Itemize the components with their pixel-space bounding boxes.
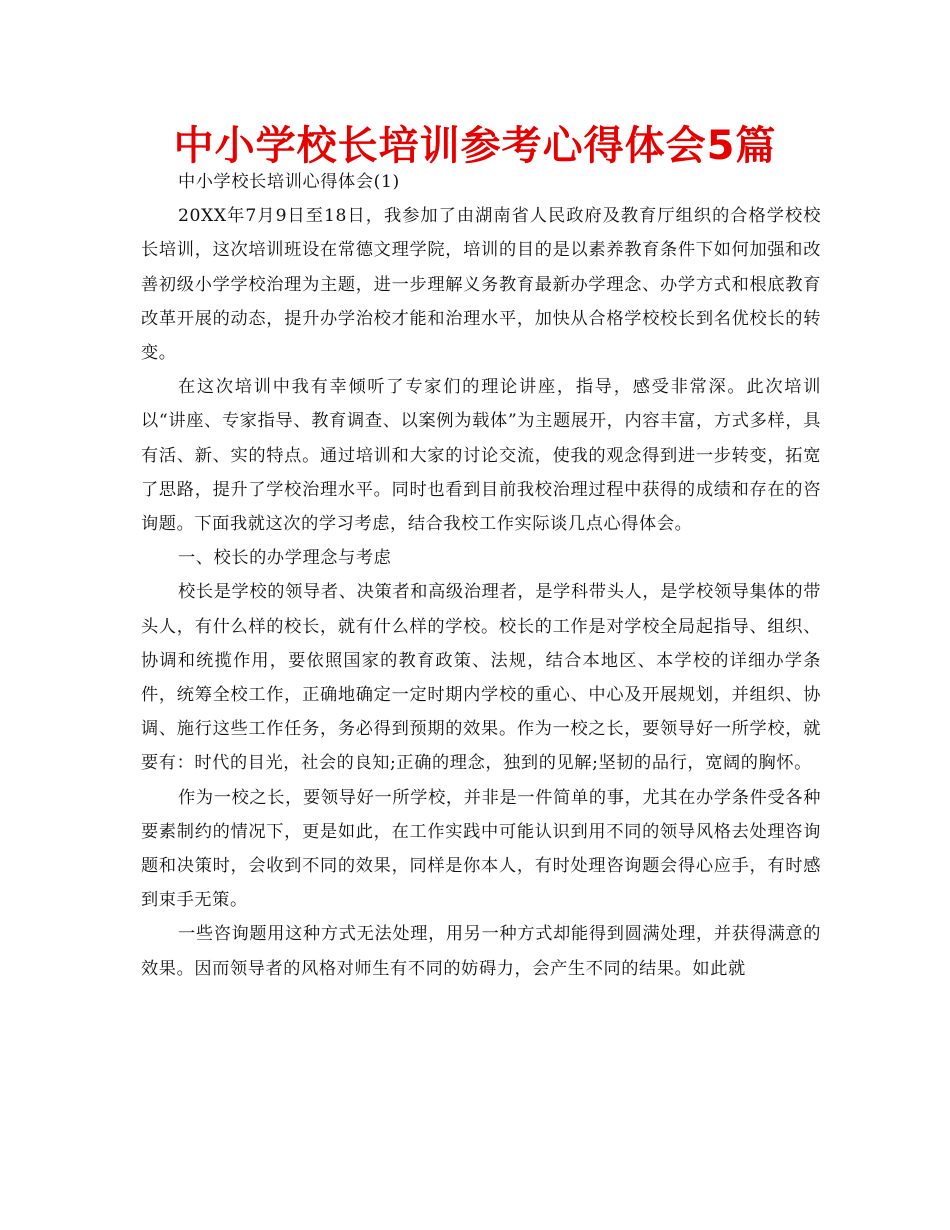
- document-body: [141, 165, 821, 986]
- paragraph: 作为一校之长，要领导好一所学校，并非是一件简单的事，尤其在办学条件受各种要素制约的情况下，更是如此，在工作实践中可能认识到用不同的领导风格去处理咨询题和决策时，会收到不同的效果，同样是你本人，有时处理咨询题会得心应手，有时感到束手无策。: [141, 787, 821, 911]
- document-title: 中小学校长培训参考心得体会5篇: [173, 123, 777, 169]
- section-heading: 中小学校长培训心得体会(1): [177, 172, 400, 192]
- section-heading: 一、校长的办学理念与考虑: [177, 548, 392, 569]
- paragraph: 在这次培训中我有幸倾听了专家们的理论讲座，指导，感受非常深。此次培训以“讲座、专家指导、教育调查、以案例为载体”为主题展开，内容丰富，方式多样，具有活、新、实的特点。通过培训和大家的讨论交流，使我的观念得到进一步转变，拓宽了思路，提升了学校治理水平。同时也看到目前我校治理过程中获得的成绩和存在的咨询题。下面我就这次的学习考虑，结合我校工作实际谈几点心得体会。: [141, 377, 821, 535]
- paragraph: 校长是学校的领导者、决策者和高级治理者，是学科带头人，是学校领导集体的带头人，有什么样的校长，就有什么样的学校。校长的工作是对学校全局起指导、组织、协调和统揽作用，要依照国家的教育政策、法规，结合本地区、本学校的详细办学条件，统筹全校工作，正确地确定一定时期内学校的重心、中心及开展规划，并组织、协调、施行这些工作任务，务必得到预期的效果。作为一校之长，要领导好一所学校，就要有：时代的目光，社会的良知;正确的理念，独到的见解;坚韧的品行，宽阔的胸怀。: [141, 582, 821, 774]
- paragraph: 一些咨询题用这种方式无法处理，用另一种方式却能得到圆满处理，并获得满意的效果。因而领导者的风格对师生有不同的妨碍力，会产生不同的结果。如此就: [141, 924, 821, 979]
- paragraph: 20XX年7月9日至18日，我参加了由湖南省人民政府及教育厅组织的合格学校校长培训，这次培训班设在常德文理学院，培训的目的是以素养教育条件下如何加强和改善初级小学学校治理为主题，进一步理解义务教育最新办学理念、办学方式和根底教育改革开展的动态，提升办学治校才能和治理水平，加快从合格学校校长到名优校长的转变。: [141, 206, 821, 364]
